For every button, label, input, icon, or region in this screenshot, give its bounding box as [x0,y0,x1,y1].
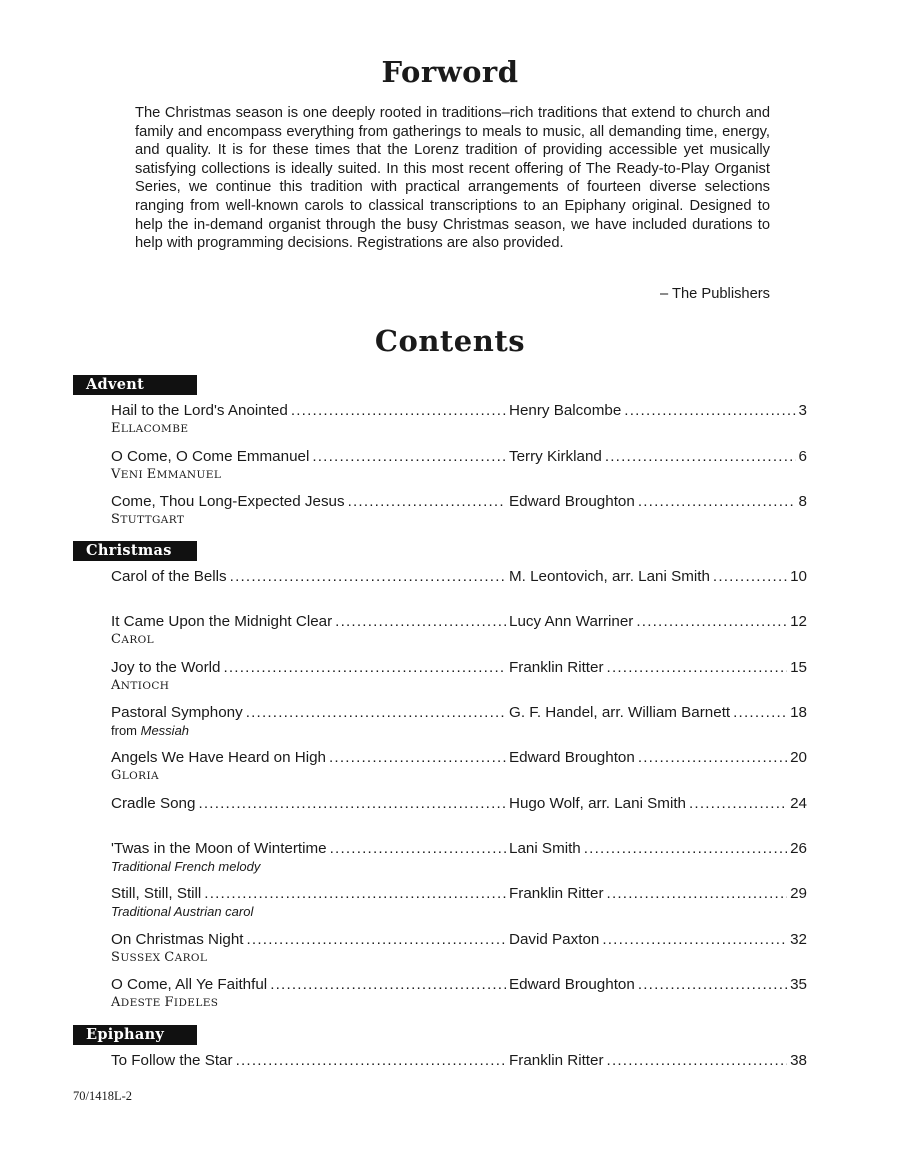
entry-title: O Come, O Come Emmanuel [111,448,310,465]
leader-dots [638,748,787,767]
forward-heading: Forword [381,55,519,89]
leader-dots [312,447,506,466]
toc-entry[interactable] [111,447,807,482]
entry-composer: Henry Balcombe [509,402,622,419]
tune-name: VENI EMMANUEL [111,467,222,482]
foreword-signature: – The Publishers [660,286,770,302]
section-header-advent: Advent [73,375,197,395]
leader-dots [291,401,506,420]
entry-composer: David Paxton [509,931,600,948]
toc-entry[interactable] [111,884,807,918]
entry-title: Angels We Have Heard on High [111,749,326,766]
leader-dots [636,612,787,631]
entry-page: 35 [790,976,807,993]
leader-dots [624,401,795,420]
entry-composer: Franklin Ritter [509,659,604,676]
entry-composer: Edward Broughton [509,976,635,993]
entry-composer: Franklin Ritter [509,1052,604,1069]
foreword-paragraph: The Christmas season is one deeply rooted in traditions–rich traditions that extend to church and family and encompass everything from gatherings to meals to music, all demanding time, energy, and quality. It is for these times that the Lorenz tradition of providing accessible yet musically satisfying collections is ideally suited. In this most recent offering of The Ready-to-Play Organist Series, we continue this tradition with practical arrangements of fourteen diverse selections ranging from well-known carols to classical transcriptions to an Epiphany original. Designed to help the in-demand organist through the busy Christmas season, we have included durations to help with programming decisions. Registrations are also provided. [135,105,770,252]
entry-composer: Terry Kirkland [509,448,602,465]
leader-dots [330,839,506,858]
leader-dots [713,567,787,586]
leader-dots [223,658,506,677]
toc-entry[interactable] [111,748,807,783]
leader-dots [733,703,787,722]
leader-dots [638,975,787,994]
tune-name: ANTIOCH [111,678,170,693]
source-note: from Messiah [111,723,190,738]
toc-entry[interactable] [111,794,807,813]
entry-title: On Christmas Night [111,931,244,948]
entry-page: 18 [790,704,807,721]
toc-entry[interactable] [111,930,807,965]
leader-dots [638,492,796,511]
entry-title: Still, Still, Still [111,885,202,902]
leader-dots [605,447,796,466]
leader-dots [198,794,506,813]
entry-page: 3 [798,402,807,419]
leader-dots [329,748,506,767]
entry-composer: Lani Smith [509,840,581,857]
tune-name: STUTTGART [111,512,185,527]
leader-dots [689,794,787,813]
section-header-christmas: Christmas [73,541,197,561]
toc-entry[interactable] [111,492,807,527]
leader-dots [607,1051,788,1070]
entry-title: 'Twas in the Moon of Wintertime [111,840,327,857]
toc-entry[interactable] [111,658,807,693]
entry-composer: Franklin Ritter [509,885,604,902]
entry-composer: G. F. Handel, arr. William Barnett [509,704,731,721]
source-note: Traditional Austrian carol [111,904,254,919]
source-note: Traditional French melody [111,859,261,874]
entry-composer: Edward Broughton [509,493,635,510]
entry-page: 6 [798,448,807,465]
entry-composer: Edward Broughton [509,749,635,766]
toc-entry[interactable] [111,839,807,873]
toc-entry[interactable] [111,703,807,737]
leader-dots [602,930,787,949]
entry-title: Joy to the World [111,659,221,676]
entry-page: 24 [790,795,807,812]
entry-title: Come, Thou Long-Expected Jesus [111,493,345,510]
entry-title: Pastoral Symphony [111,704,243,721]
toc-entry[interactable] [111,1051,807,1070]
entry-page: 26 [790,840,807,857]
section-header-epiphany: Epiphany [73,1025,197,1045]
toc-entry[interactable] [111,567,807,586]
entry-page: 20 [790,749,807,766]
toc-entry[interactable] [111,612,807,647]
leader-dots [230,567,506,586]
tune-name: ELLACOMBE [111,421,189,436]
leader-dots [335,612,506,631]
tune-name: ADESTE FIDELES [111,995,219,1010]
leader-dots [584,839,787,858]
entry-composer: Lucy Ann Warriner [509,613,634,630]
toc-entry[interactable] [111,975,807,1010]
entry-title: Cradle Song [111,795,196,812]
entry-composer: Hugo Wolf, arr. Lani Smith [509,795,686,812]
entry-title: Carol of the Bells [111,568,227,585]
entry-page: 38 [790,1052,807,1069]
tune-name: CAROL [111,632,155,647]
leader-dots [236,1051,506,1070]
leader-dots [270,975,506,994]
leader-dots [607,884,788,903]
entry-page: 15 [790,659,807,676]
entry-page: 10 [790,568,807,585]
entry-composer: M. Leontovich, arr. Lani Smith [509,568,710,585]
entry-title: To Follow the Star [111,1052,233,1069]
contents-heading: Contents [374,324,526,358]
toc-entry[interactable] [111,401,807,436]
leader-dots [246,703,506,722]
catalog-number: 70/1418L-2 [73,1089,133,1103]
leader-dots [247,930,506,949]
leader-dots [607,658,788,677]
tune-name: GLORIA [111,768,160,783]
tune-name: SUSSEX CAROL [111,950,208,965]
entry-title: Hail to the Lord's Anointed [111,402,288,419]
entry-title: O Come, All Ye Faithful [111,976,268,993]
entry-page: 12 [790,613,807,630]
entry-page: 32 [790,931,807,948]
entry-page: 8 [798,493,807,510]
leader-dots [204,884,506,903]
entry-title: It Came Upon the Midnight Clear [111,613,333,630]
leader-dots [348,492,506,511]
entry-page: 29 [790,885,807,902]
